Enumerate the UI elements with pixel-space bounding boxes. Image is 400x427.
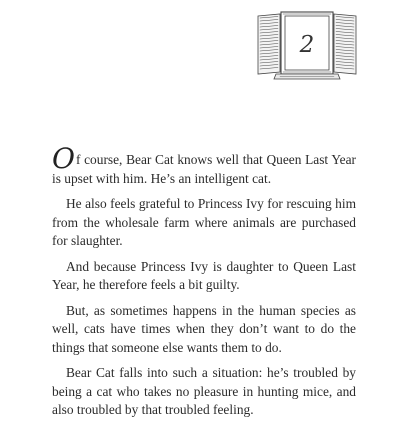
drop-cap: O bbox=[52, 142, 75, 175]
paragraph-text: f course, Bear Cat knows well that Queen Last Year is upset with him. He’s an intelligent cat. bbox=[52, 152, 356, 186]
paragraph: He also feels grateful to Princess Ivy for rescuing him from the wholesale farm where animals are purchased for slaughter. bbox=[52, 196, 356, 248]
paragraph bbox=[52, 142, 356, 188]
paragraph: But, as sometimes happens in the human species as well, cats have times when they don’t want to do the things that someone else wants them to do. bbox=[52, 302, 356, 355]
paragraph: Bear Cat falls into such a situation: he’s troubled by being a cat who takes no pleasure in hunting mice, and also troubled by that troubled feeling. bbox=[52, 365, 356, 417]
body-text bbox=[52, 142, 356, 427]
paragraph: And because Princess Ivy is daughter to Queen Last Year, he therefore feels a bit guilty. bbox=[52, 258, 356, 292]
chapter-number: 2 bbox=[299, 32, 315, 58]
